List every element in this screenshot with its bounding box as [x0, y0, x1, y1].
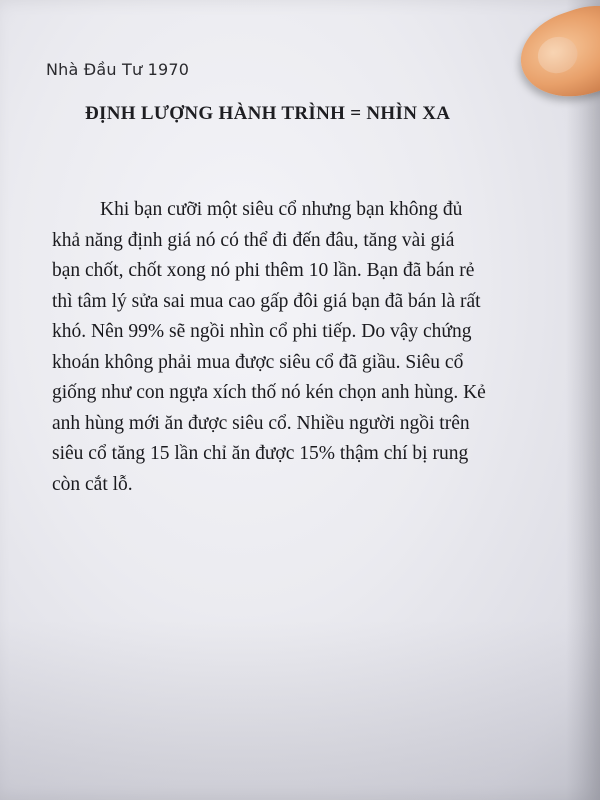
- running-head: Nhà Đầu Tư 1970: [46, 60, 190, 79]
- paragraph-line: giống như con ngựa xích thố nó kén chọn anh hùng. Kẻ: [52, 382, 486, 403]
- paragraph-line: siêu cổ tăng 15 lần chỉ ăn được 15% thậm chí bị rung: [52, 443, 469, 464]
- chapter-title: ĐỊNH LƯỢNG HÀNH TRÌNH = NHÌN XA: [85, 103, 451, 124]
- body-paragraph: [52, 195, 572, 500]
- paragraph-line: khó. Nên 99% sẽ ngồi nhìn cổ phi tiếp. Do vậy chứng: [52, 321, 472, 342]
- paragraph-line: khoán không phải mua được siêu cổ đã giầu. Siêu cổ: [52, 351, 464, 373]
- paragraph-line: anh hùng mới ăn được siêu cổ. Nhiều người ngồi trên: [52, 412, 470, 434]
- page-shadow: [0, 620, 600, 800]
- thumbnail-highlight: [533, 32, 582, 79]
- paragraph-line: bạn chốt, chốt xong nó phi thêm 10 lần. Bạn đã bán rẻ: [52, 260, 475, 281]
- paragraph-line: còn cắt lỗ.: [52, 473, 133, 495]
- paragraph-line: thì tâm lý sửa sai mua cao gấp đôi giá bạn đã bán là rất: [52, 290, 481, 312]
- paragraph-line: khả năng định giá nó có thể đi đến đâu, tăng vài giá: [52, 229, 455, 251]
- paragraph-line: Khi bạn cưỡi một siêu cổ nhưng bạn không đủ: [100, 199, 463, 220]
